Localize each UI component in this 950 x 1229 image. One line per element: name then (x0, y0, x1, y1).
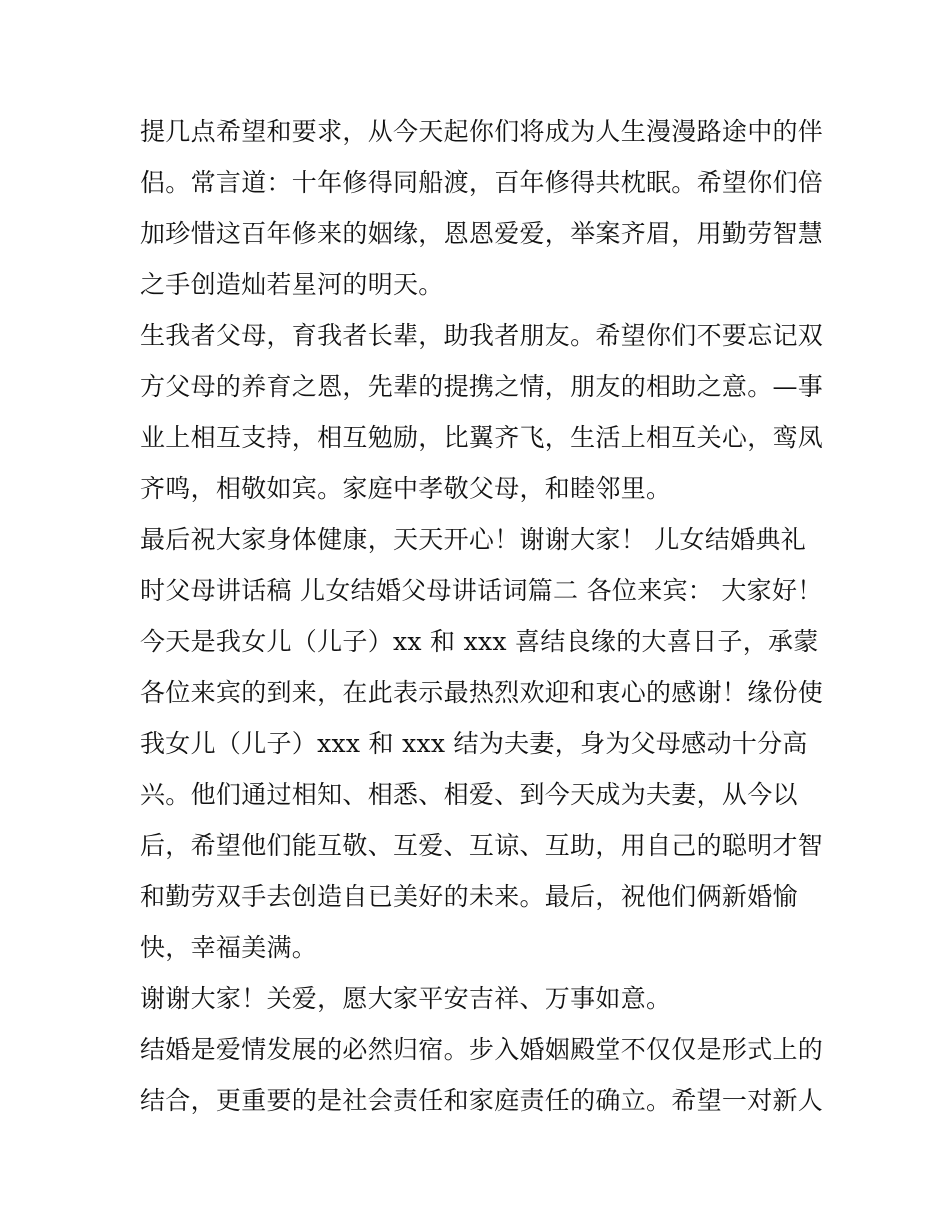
text-line: 我女儿（儿子）xxx 和 xxx 结为夫妻，身为父母感动十分高 (140, 729, 808, 758)
text-line: 方父母的养育之恩，先辈的提携之情，朋友的相助之意。—事 (140, 372, 824, 401)
text-line: 各位来宾的到来，在此表示最热烈欢迎和衷心的感谢！缘份使 (140, 678, 824, 707)
text-line: 结婚是爱情发展的必然归宿。步入婚姻殿堂不仅仅是形式上的 (140, 1035, 824, 1064)
text-line: 和勤劳双手去创造自已美好的未来。最后，祝他们俩新婚愉 (140, 882, 798, 911)
text-line: 谢谢大家！关爱，愿大家平安吉祥、万事如意。 (140, 984, 672, 1013)
text-line: 时父母讲话稿 儿女结婚父母讲话词篇二 各位来宾： 大家好！ (140, 576, 823, 605)
text-line: 业上相互支持，相互勉励，比翼齐飞，生活上相互关心，鸾凤 (140, 423, 824, 452)
document-body (140, 106, 824, 1126)
text-line: 快，幸福美满。 (140, 933, 318, 962)
text-line: 今天是我女儿（儿子）xx 和 xxx 喜结良缘的大喜日子，承蒙 (140, 627, 819, 656)
text-line: 最后祝大家身体健康，天天开心！谢谢大家！ 儿女结婚典礼 (140, 525, 807, 554)
text-line: 提几点希望和要求，从今天起你们将成为人生漫漫路途中的伴 (140, 117, 824, 146)
text-line: 结合，更重要的是社会责任和家庭责任的确立。希望一对新人 (140, 1086, 824, 1115)
text-line: 加珍惜这百年修来的姻缘，恩恩爱爱，举案齐眉，用勤劳智慧 (140, 219, 824, 248)
text-line: 生我者父母，育我者长辈，助我者朋友。希望你们不要忘记双 (140, 321, 824, 350)
text-line: 后，希望他们能互敬、互爱、互谅、互助，用自己的聪明才智 (140, 831, 824, 860)
text-line: 兴。他们通过相知、相悉、相爱、到今天成为夫妻，从今以 (140, 780, 798, 809)
text-line: 之手创造灿若星河的明天。 (140, 270, 444, 299)
text-line: 齐鸣，相敬如宾。家庭中孝敬父母，和睦邻里。 (140, 474, 672, 503)
text-line: 侣。常言道：十年修得同船渡，百年修得共枕眠。希望你们倍 (140, 168, 824, 197)
